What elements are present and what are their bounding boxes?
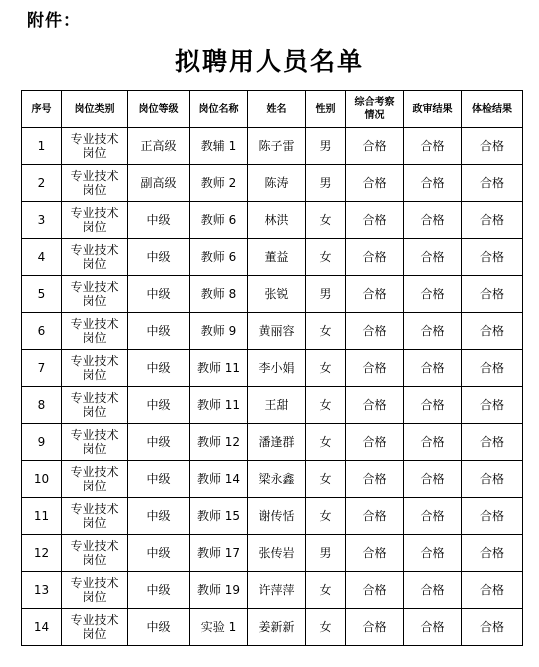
table-cell [62,128,128,165]
header-cell: 岗位类别 [62,91,128,128]
table-cell: 女 [306,313,346,350]
table-cell: 女 [306,202,346,239]
table-cell: 张传岩 [248,535,306,572]
table-cell: 中级 [128,498,190,535]
table-cell: 12 [22,535,62,572]
table-cell: 谢传恬 [248,498,306,535]
table-row [22,535,523,572]
table-cell: 1 [22,128,62,165]
table-cell: 教师 17 [190,535,248,572]
table-cell: 男 [306,128,346,165]
table-cell: 合格 [462,276,523,313]
header-cell: 体检结果 [462,91,523,128]
table-cell: 中级 [128,276,190,313]
table-row [22,387,523,424]
table-cell: 合格 [346,313,404,350]
table-cell [62,387,128,424]
table-cell: 合格 [404,461,462,498]
table-cell-text: 专业技术岗位 [70,613,119,641]
table-cell: 合格 [346,498,404,535]
table-row [22,572,523,609]
table-row [22,498,523,535]
table-cell: 副高级 [128,165,190,202]
table-cell-text: 专业技术岗位 [70,354,119,382]
table-cell: 教师 11 [190,350,248,387]
table-cell: 教师 11 [190,387,248,424]
table-cell: 合格 [462,165,523,202]
table-cell: 合格 [462,239,523,276]
table-cell: 合格 [462,350,523,387]
table-cell [62,313,128,350]
table-cell: 教师 12 [190,424,248,461]
table-cell: 合格 [346,239,404,276]
table-cell: 姜新新 [248,609,306,646]
table-cell: 陈涛 [248,165,306,202]
table-row [22,350,523,387]
table-header-row [22,91,523,128]
table-cell: 合格 [404,202,462,239]
table-cell: 合格 [404,313,462,350]
table-cell: 教师 6 [190,202,248,239]
table-cell: 合格 [346,424,404,461]
table-cell-text: 专业技术岗位 [70,280,119,308]
table-cell: 合格 [404,609,462,646]
table-cell: 11 [22,498,62,535]
table-row [22,202,523,239]
table-row [22,165,523,202]
table-cell [62,498,128,535]
table-cell-text: 专业技术岗位 [70,317,119,345]
table-cell: 王甜 [248,387,306,424]
table-cell: 合格 [346,202,404,239]
table-cell: 中级 [128,609,190,646]
table-cell: 梁永鑫 [248,461,306,498]
table-cell [62,572,128,609]
header-cell: 序号 [22,91,62,128]
table-cell-text: 专业技术岗位 [70,169,119,197]
table-cell: 教师 2 [190,165,248,202]
table-cell: 女 [306,498,346,535]
table-cell: 合格 [346,128,404,165]
table-cell: 合格 [404,165,462,202]
header-cell: 性别 [306,91,346,128]
attachment-label: 附件： [27,11,81,31]
table-cell: 中级 [128,572,190,609]
table-cell: 合格 [462,461,523,498]
table-cell-text: 专业技术岗位 [70,132,119,160]
table-cell: 5 [22,276,62,313]
table-cell: 黄丽容 [248,313,306,350]
table-cell: 女 [306,350,346,387]
table-row [22,239,523,276]
table-cell: 10 [22,461,62,498]
table-cell: 教师 19 [190,572,248,609]
table-cell: 8 [22,387,62,424]
table-cell: 合格 [404,276,462,313]
table-cell [62,535,128,572]
table-cell: 中级 [128,239,190,276]
table-cell: 潘逢群 [248,424,306,461]
table-cell: 合格 [462,535,523,572]
table-row [22,609,523,646]
table-cell: 中级 [128,535,190,572]
table-cell: 合格 [462,498,523,535]
table-cell: 合格 [462,424,523,461]
table-cell-text: 专业技术岗位 [70,539,119,567]
table-cell: 中级 [128,313,190,350]
table-cell: 合格 [404,387,462,424]
table-cell [62,424,128,461]
table-cell: 男 [306,276,346,313]
table-cell: 中级 [128,350,190,387]
table-cell: 陈子雷 [248,128,306,165]
table-cell: 中级 [128,424,190,461]
table-cell: 董益 [248,239,306,276]
table-row [22,461,523,498]
table-cell: 合格 [404,498,462,535]
table-cell: 男 [306,165,346,202]
table-cell: 教师 6 [190,239,248,276]
header-cell: 岗位名称 [190,91,248,128]
table-cell: 合格 [346,387,404,424]
header-cell [346,91,404,128]
table-cell: 李小娟 [248,350,306,387]
table-cell: 合格 [462,572,523,609]
table-cell: 男 [306,535,346,572]
table-row [22,424,523,461]
table-cell: 实验 1 [190,609,248,646]
table-cell: 合格 [462,387,523,424]
table-cell: 合格 [404,424,462,461]
table-cell: 合格 [404,350,462,387]
table-cell: 合格 [404,239,462,276]
table-cell: 女 [306,387,346,424]
table-cell-text: 专业技术岗位 [70,465,119,493]
table-cell [62,461,128,498]
table-cell: 张锐 [248,276,306,313]
table-cell: 合格 [346,165,404,202]
table-cell [62,350,128,387]
table-cell-text: 专业技术岗位 [70,576,119,604]
table-cell: 13 [22,572,62,609]
table-cell: 合格 [462,202,523,239]
table-cell: 女 [306,609,346,646]
table-cell: 正高级 [128,128,190,165]
table-cell [62,202,128,239]
table-cell: 合格 [462,313,523,350]
personnel-table [21,90,523,646]
table-cell: 合格 [346,276,404,313]
page-title: 拟聘用人员名单 [174,47,364,76]
table-cell: 林洪 [248,202,306,239]
header-cell-text: 综合考察情况 [354,97,395,121]
table-cell: 教师 14 [190,461,248,498]
table-cell: 3 [22,202,62,239]
table-cell: 合格 [462,609,523,646]
header-cell: 姓名 [248,91,306,128]
table-cell-text: 专业技术岗位 [70,502,119,530]
table-cell: 合格 [462,128,523,165]
table-cell: 女 [306,572,346,609]
table-cell [62,276,128,313]
table-cell: 2 [22,165,62,202]
table-cell: 中级 [128,461,190,498]
table-cell [62,609,128,646]
table-cell-text: 专业技术岗位 [70,206,119,234]
table-cell: 中级 [128,387,190,424]
table-cell-text: 专业技术岗位 [70,391,119,419]
table-cell: 教师 8 [190,276,248,313]
table-cell [62,165,128,202]
table-cell: 合格 [346,572,404,609]
header-cell: 岗位等级 [128,91,190,128]
table-cell: 合格 [346,350,404,387]
table-row [22,276,523,313]
table-cell: 合格 [346,535,404,572]
table-cell-text: 专业技术岗位 [70,428,119,456]
table-cell: 许萍萍 [248,572,306,609]
table-cell: 4 [22,239,62,276]
table-cell: 合格 [404,535,462,572]
table-cell [62,239,128,276]
header-cell: 政审结果 [404,91,462,128]
table-cell: 7 [22,350,62,387]
table-cell: 中级 [128,202,190,239]
table-cell: 14 [22,609,62,646]
table-cell: 合格 [346,609,404,646]
table-cell: 教师 15 [190,498,248,535]
table-cell: 9 [22,424,62,461]
table-row [22,128,523,165]
table-cell: 6 [22,313,62,350]
table-cell-text: 专业技术岗位 [70,243,119,271]
table-cell: 合格 [404,128,462,165]
table-cell: 女 [306,424,346,461]
table-cell: 教辅 1 [190,128,248,165]
table-cell: 女 [306,239,346,276]
table-cell: 合格 [404,572,462,609]
table-cell: 合格 [346,461,404,498]
table-row [22,313,523,350]
table-cell: 教师 9 [190,313,248,350]
table-cell: 女 [306,461,346,498]
